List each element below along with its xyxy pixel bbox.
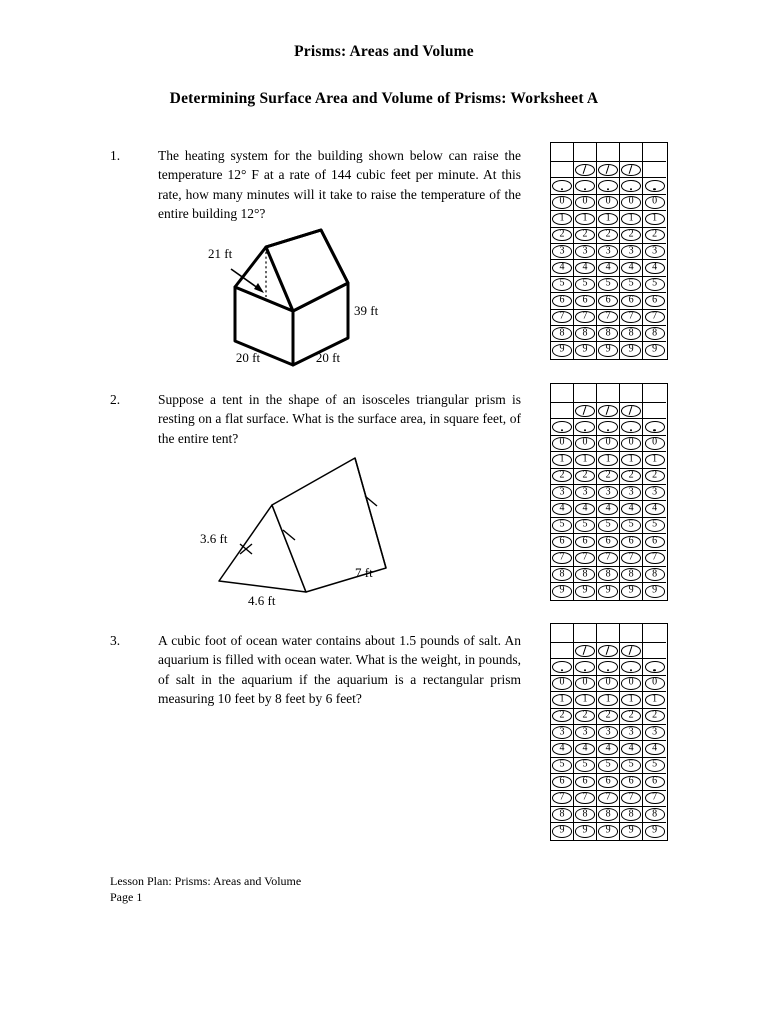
bubble-digit-2-col-2[interactable]: 2 bbox=[574, 469, 597, 485]
grid-row-fraction bbox=[551, 403, 667, 419]
bubble-digit-9-col-1[interactable]: 9 bbox=[551, 823, 574, 839]
bubble-digit-4-col-4[interactable]: 4 bbox=[620, 741, 643, 757]
footer-page-number: Page 1 bbox=[110, 890, 143, 904]
bubble-fraction-col-4[interactable] bbox=[620, 643, 643, 659]
bubble-digit-6-col-2[interactable]: 6 bbox=[574, 534, 597, 550]
bubble-digit-8-col-4[interactable]: 8 bbox=[620, 807, 643, 823]
bubble-digit-9-col-4[interactable]: 9 bbox=[620, 823, 643, 839]
bubble-digit-5-col-1[interactable]: 5 bbox=[551, 518, 574, 534]
bubble-digit-0-col-3[interactable]: 0 bbox=[597, 195, 620, 211]
bubble-decimal-col-3[interactable] bbox=[597, 419, 620, 435]
bubble-digit-6-col-2[interactable]: 6 bbox=[574, 293, 597, 309]
bubble-digit-3-col-1[interactable]: 3 bbox=[551, 485, 574, 501]
write-in-cell-col-5[interactable] bbox=[643, 143, 666, 162]
bubble-digit-9-col-2[interactable]: 9 bbox=[574, 342, 597, 358]
bubble-digit-5-col-4[interactable]: 5 bbox=[620, 277, 643, 293]
grid-row-digit-3 bbox=[551, 485, 667, 501]
bubble-digit-3-col-3[interactable]: 3 bbox=[597, 244, 620, 260]
bubble-digit-9-col-5[interactable]: 9 bbox=[643, 342, 666, 358]
bubble-digit-0-col-2[interactable]: 0 bbox=[574, 676, 597, 692]
house-prism-diagram bbox=[200, 225, 400, 375]
bubble-digit-0-col-4[interactable]: 0 bbox=[620, 195, 643, 211]
bubble-digit-1-col-5[interactable]: 1 bbox=[643, 452, 666, 468]
tent-label-slant-side: 3.6 ft bbox=[200, 531, 228, 546]
write-in-cell-col-1[interactable] bbox=[551, 143, 574, 162]
bubble-blank-col-1 bbox=[551, 403, 574, 419]
bubble-digit-3-col-5[interactable]: 3 bbox=[643, 485, 666, 501]
bubble-digit-7-col-1[interactable]: 7 bbox=[551, 310, 574, 326]
bubble-digit-8-col-2[interactable]: 8 bbox=[574, 326, 597, 342]
bubble-digit-1-col-4[interactable]: 1 bbox=[620, 211, 643, 227]
grid-row-digit-8 bbox=[551, 807, 667, 823]
bubble-digit-8-col-3[interactable]: 8 bbox=[597, 326, 620, 342]
bubble-digit-5-col-5[interactable]: 5 bbox=[643, 518, 666, 534]
write-in-cell-col-1[interactable] bbox=[551, 624, 574, 643]
bubble-digit-4-col-5[interactable]: 4 bbox=[643, 501, 666, 517]
bubble-decimal-col-4[interactable] bbox=[620, 419, 643, 435]
bubble-fraction-col-4[interactable] bbox=[620, 403, 643, 419]
bubble-digit-7-col-5[interactable]: 7 bbox=[643, 791, 666, 807]
bubble-digit-4-col-3[interactable]: 4 bbox=[597, 741, 620, 757]
bubble-digit-7-col-3[interactable]: 7 bbox=[597, 791, 620, 807]
bubble-digit-1-col-1[interactable]: 1 bbox=[551, 211, 574, 227]
footer-lesson-plan: Lesson Plan: Prisms: Areas and Volume bbox=[110, 874, 302, 888]
write-in-cell-col-2[interactable] bbox=[574, 384, 597, 403]
grid-row-digit-4 bbox=[551, 501, 667, 517]
bubble-digit-0-col-4[interactable]: 0 bbox=[620, 676, 643, 692]
grid-row-fraction bbox=[551, 643, 667, 659]
write-in-cell-col-2[interactable] bbox=[574, 624, 597, 643]
bubble-decimal-col-1[interactable] bbox=[551, 659, 574, 675]
bubble-digit-7-col-2[interactable]: 7 bbox=[574, 551, 597, 567]
bubble-fraction-col-2[interactable] bbox=[574, 162, 597, 178]
bubble-fraction-col-4[interactable] bbox=[620, 162, 643, 178]
write-in-cell-col-5[interactable] bbox=[643, 384, 666, 403]
bubble-digit-9-col-1[interactable]: 9 bbox=[551, 342, 574, 358]
bubble-digit-5-col-4[interactable]: 5 bbox=[620, 758, 643, 774]
bubble-digit-1-col-5[interactable]: 1 bbox=[643, 692, 666, 708]
bubble-digit-3-col-2[interactable]: 3 bbox=[574, 244, 597, 260]
bubble-digit-1-col-5[interactable]: 1 bbox=[643, 211, 666, 227]
bubble-digit-6-col-4[interactable]: 6 bbox=[620, 774, 643, 790]
bubble-decimal-col-3[interactable] bbox=[597, 659, 620, 675]
bubble-digit-8-col-1[interactable]: 8 bbox=[551, 807, 574, 823]
write-in-cell-col-2[interactable] bbox=[574, 143, 597, 162]
bubble-digit-9-col-4[interactable]: 9 bbox=[620, 583, 643, 599]
bubble-digit-5-col-1[interactable]: 5 bbox=[551, 277, 574, 293]
bubble-digit-8-col-5[interactable]: 8 bbox=[643, 326, 666, 342]
bubble-digit-9-col-3[interactable]: 9 bbox=[597, 583, 620, 599]
bubble-digit-8-col-4[interactable]: 8 bbox=[620, 326, 643, 342]
bubble-digit-1-col-4[interactable]: 1 bbox=[620, 452, 643, 468]
grid-row-write-in bbox=[551, 624, 667, 643]
bubble-digit-0-col-3[interactable]: 0 bbox=[597, 436, 620, 452]
bubble-digit-0-col-5[interactable]: 0 bbox=[643, 676, 666, 692]
bubble-digit-7-col-3[interactable]: 7 bbox=[597, 310, 620, 326]
bubble-digit-6-col-1[interactable]: 6 bbox=[551, 534, 574, 550]
bubble-digit-7-col-2[interactable]: 7 bbox=[574, 791, 597, 807]
bubble-digit-3-col-1[interactable]: 3 bbox=[551, 244, 574, 260]
grid-row-fraction bbox=[551, 162, 667, 178]
bubble-digit-8-col-3[interactable]: 8 bbox=[597, 567, 620, 583]
bubble-digit-2-col-3[interactable]: 2 bbox=[597, 709, 620, 725]
bubble-fraction-col-3[interactable] bbox=[597, 162, 620, 178]
grid-row-digit-9 bbox=[551, 583, 667, 599]
bubble-digit-3-col-4[interactable]: 3 bbox=[620, 725, 643, 741]
grid-row-digit-5 bbox=[551, 518, 667, 534]
bubble-digit-2-col-4[interactable]: 2 bbox=[620, 709, 643, 725]
bubble-digit-9-col-2[interactable]: 9 bbox=[574, 823, 597, 839]
bubble-digit-3-col-5[interactable]: 3 bbox=[643, 244, 666, 260]
bubble-decimal-col-2[interactable] bbox=[574, 659, 597, 675]
bubble-decimal-col-1[interactable] bbox=[551, 419, 574, 435]
bubble-digit-2-col-5[interactable]: 2 bbox=[643, 709, 666, 725]
tent-label-base: 4.6 ft bbox=[248, 593, 276, 608]
bubble-digit-9-col-5[interactable]: 9 bbox=[643, 823, 666, 839]
bubble-digit-0-col-4[interactable]: 0 bbox=[620, 436, 643, 452]
grid-row-digit-8 bbox=[551, 326, 667, 342]
bubble-digit-5-col-2[interactable]: 5 bbox=[574, 277, 597, 293]
bubble-blank-col-5 bbox=[643, 162, 666, 178]
bubble-digit-6-col-5[interactable]: 6 bbox=[643, 774, 666, 790]
grid-row-digit-9 bbox=[551, 342, 667, 358]
bubble-digit-3-col-5[interactable]: 3 bbox=[643, 725, 666, 741]
bubble-digit-8-col-2[interactable]: 8 bbox=[574, 567, 597, 583]
grid-row-digit-8 bbox=[551, 567, 667, 583]
bubble-decimal-col-5[interactable] bbox=[643, 419, 666, 435]
grid-row-digit-0 bbox=[551, 676, 667, 692]
page-footer bbox=[110, 873, 301, 905]
bubble-digit-7-col-4[interactable]: 7 bbox=[620, 310, 643, 326]
grid-row-write-in bbox=[551, 384, 667, 403]
bubble-digit-8-col-4[interactable]: 8 bbox=[620, 567, 643, 583]
question-1-text: The heating system for the building shown below can raise the temperature 12° F at a rate of 144 cubic feet per minute. At this rate, how many minutes will it take to raise the temperature of the entire building 12°? bbox=[158, 148, 521, 221]
bubble-digit-1-col-4[interactable]: 1 bbox=[620, 692, 643, 708]
grid-row-digit-0 bbox=[551, 195, 667, 211]
page-title: Prisms: Areas and Volume bbox=[294, 43, 474, 60]
grid-row-digit-4 bbox=[551, 260, 667, 276]
bubble-digit-8-col-5[interactable]: 8 bbox=[643, 567, 666, 583]
grid-row-digit-2 bbox=[551, 228, 667, 244]
house-label-base-left: 20 ft bbox=[235, 350, 261, 365]
bubble-digit-1-col-1[interactable]: 1 bbox=[551, 452, 574, 468]
bubble-fraction-col-3[interactable] bbox=[597, 643, 620, 659]
bubble-digit-4-col-5[interactable]: 4 bbox=[643, 260, 666, 276]
write-in-cell-col-4[interactable] bbox=[620, 624, 643, 643]
grid-row-digit-7 bbox=[551, 551, 667, 567]
grid-row-digit-3 bbox=[551, 244, 667, 260]
bubble-digit-1-col-1[interactable]: 1 bbox=[551, 692, 574, 708]
bubble-digit-7-col-3[interactable]: 7 bbox=[597, 551, 620, 567]
write-in-cell-col-1[interactable] bbox=[551, 384, 574, 403]
grid-row-digit-6 bbox=[551, 534, 667, 550]
bubble-digit-8-col-1[interactable]: 8 bbox=[551, 567, 574, 583]
grid-row-digit-3 bbox=[551, 725, 667, 741]
bubble-digit-3-col-4[interactable]: 3 bbox=[620, 244, 643, 260]
bubble-digit-6-col-4[interactable]: 6 bbox=[620, 534, 643, 550]
bubble-decimal-col-5[interactable] bbox=[643, 659, 666, 675]
bubble-digit-0-col-1[interactable]: 0 bbox=[551, 676, 574, 692]
write-in-cell-col-3[interactable] bbox=[597, 624, 620, 643]
bubble-digit-2-col-5[interactable]: 2 bbox=[643, 469, 666, 485]
bubble-fraction-col-2[interactable] bbox=[574, 403, 597, 419]
bubble-digit-5-col-5[interactable]: 5 bbox=[643, 758, 666, 774]
bubble-digit-4-col-1[interactable]: 4 bbox=[551, 741, 574, 757]
bubble-digit-9-col-3[interactable]: 9 bbox=[597, 342, 620, 358]
house-label-base-right: 20 ft bbox=[315, 350, 341, 365]
answer-grid-question-2[interactable] bbox=[550, 383, 668, 601]
write-in-cell-col-5[interactable] bbox=[643, 624, 666, 643]
bubble-digit-1-col-3[interactable]: 1 bbox=[597, 692, 620, 708]
bubble-digit-6-col-5[interactable]: 6 bbox=[643, 293, 666, 309]
bubble-digit-9-col-5[interactable]: 9 bbox=[643, 583, 666, 599]
bubble-digit-5-col-2[interactable]: 5 bbox=[574, 758, 597, 774]
bubble-digit-3-col-2[interactable]: 3 bbox=[574, 485, 597, 501]
bubble-digit-2-col-2[interactable]: 2 bbox=[574, 709, 597, 725]
bubble-decimal-col-5[interactable] bbox=[643, 178, 666, 194]
write-in-cell-col-3[interactable] bbox=[597, 143, 620, 162]
bubble-digit-5-col-5[interactable]: 5 bbox=[643, 277, 666, 293]
bubble-digit-5-col-1[interactable]: 5 bbox=[551, 758, 574, 774]
bubble-digit-9-col-4[interactable]: 9 bbox=[620, 342, 643, 358]
bubble-digit-4-col-3[interactable]: 4 bbox=[597, 501, 620, 517]
bubble-blank-col-1 bbox=[551, 643, 574, 659]
grid-row-digit-1 bbox=[551, 692, 667, 708]
bubble-digit-2-col-5[interactable]: 2 bbox=[643, 228, 666, 244]
bubble-digit-5-col-3[interactable]: 5 bbox=[597, 518, 620, 534]
bubble-digit-4-col-4[interactable]: 4 bbox=[620, 260, 643, 276]
bubble-digit-0-col-5[interactable]: 0 bbox=[643, 195, 666, 211]
bubble-digit-6-col-3[interactable]: 6 bbox=[597, 293, 620, 309]
grid-row-decimal bbox=[551, 659, 667, 675]
bubble-digit-2-col-1[interactable]: 2 bbox=[551, 228, 574, 244]
bubble-digit-4-col-2[interactable]: 4 bbox=[574, 741, 597, 757]
bubble-decimal-col-1[interactable] bbox=[551, 178, 574, 194]
bubble-digit-0-col-1[interactable]: 0 bbox=[551, 195, 574, 211]
bubble-digit-5-col-2[interactable]: 5 bbox=[574, 518, 597, 534]
bubble-digit-1-col-3[interactable]: 1 bbox=[597, 452, 620, 468]
bubble-digit-6-col-5[interactable]: 6 bbox=[643, 534, 666, 550]
bubble-digit-8-col-3[interactable]: 8 bbox=[597, 807, 620, 823]
bubble-digit-7-col-5[interactable]: 7 bbox=[643, 310, 666, 326]
bubble-digit-6-col-2[interactable]: 6 bbox=[574, 774, 597, 790]
grid-row-digit-9 bbox=[551, 823, 667, 839]
bubble-digit-4-col-2[interactable]: 4 bbox=[574, 501, 597, 517]
bubble-digit-3-col-3[interactable]: 3 bbox=[597, 485, 620, 501]
grid-row-digit-5 bbox=[551, 758, 667, 774]
bubble-digit-7-col-1[interactable]: 7 bbox=[551, 791, 574, 807]
bubble-digit-0-col-1[interactable]: 0 bbox=[551, 436, 574, 452]
bubble-digit-7-col-4[interactable]: 7 bbox=[620, 551, 643, 567]
bubble-digit-6-col-1[interactable]: 6 bbox=[551, 774, 574, 790]
bubble-decimal-col-4[interactable] bbox=[620, 659, 643, 675]
question-2-number: 2. bbox=[110, 392, 121, 407]
bubble-digit-1-col-2[interactable]: 1 bbox=[574, 452, 597, 468]
grid-row-digit-2 bbox=[551, 469, 667, 485]
bubble-digit-4-col-1[interactable]: 4 bbox=[551, 501, 574, 517]
answer-grid-question-1[interactable] bbox=[550, 142, 668, 360]
bubble-digit-3-col-3[interactable]: 3 bbox=[597, 725, 620, 741]
bubble-decimal-col-2[interactable] bbox=[574, 419, 597, 435]
bubble-digit-1-col-2[interactable]: 1 bbox=[574, 211, 597, 227]
bubble-digit-4-col-2[interactable]: 4 bbox=[574, 260, 597, 276]
write-in-cell-col-3[interactable] bbox=[597, 384, 620, 403]
bubble-digit-4-col-5[interactable]: 4 bbox=[643, 741, 666, 757]
grid-row-digit-6 bbox=[551, 774, 667, 790]
bubble-digit-5-col-3[interactable]: 5 bbox=[597, 277, 620, 293]
grid-row-digit-5 bbox=[551, 277, 667, 293]
bubble-digit-2-col-4[interactable]: 2 bbox=[620, 469, 643, 485]
bubble-digit-2-col-2[interactable]: 2 bbox=[574, 228, 597, 244]
bubble-digit-3-col-2[interactable]: 3 bbox=[574, 725, 597, 741]
bubble-digit-7-col-5[interactable]: 7 bbox=[643, 551, 666, 567]
grid-row-digit-1 bbox=[551, 452, 667, 468]
bubble-digit-6-col-4[interactable]: 6 bbox=[620, 293, 643, 309]
bubble-digit-8-col-1[interactable]: 8 bbox=[551, 326, 574, 342]
bubble-digit-2-col-3[interactable]: 2 bbox=[597, 469, 620, 485]
bubble-blank-col-1 bbox=[551, 162, 574, 178]
bubble-digit-1-col-2[interactable]: 1 bbox=[574, 692, 597, 708]
answer-grid-question-3[interactable] bbox=[550, 623, 668, 841]
bubble-digit-7-col-2[interactable]: 7 bbox=[574, 310, 597, 326]
bubble-digit-0-col-3[interactable]: 0 bbox=[597, 676, 620, 692]
bubble-digit-9-col-3[interactable]: 9 bbox=[597, 823, 620, 839]
bubble-digit-9-col-1[interactable]: 9 bbox=[551, 583, 574, 599]
bubble-blank-col-5 bbox=[643, 403, 666, 419]
bubble-digit-2-col-3[interactable]: 2 bbox=[597, 228, 620, 244]
bubble-digit-1-col-3[interactable]: 1 bbox=[597, 211, 620, 227]
write-in-cell-col-4[interactable] bbox=[620, 143, 643, 162]
grid-row-digit-7 bbox=[551, 310, 667, 326]
bubble-decimal-col-2[interactable] bbox=[574, 178, 597, 194]
grid-row-digit-6 bbox=[551, 293, 667, 309]
grid-row-digit-0 bbox=[551, 436, 667, 452]
bubble-fraction-col-3[interactable] bbox=[597, 403, 620, 419]
bubble-digit-2-col-1[interactable]: 2 bbox=[551, 709, 574, 725]
bubble-digit-0-col-5[interactable]: 0 bbox=[643, 436, 666, 452]
write-in-cell-col-4[interactable] bbox=[620, 384, 643, 403]
bubble-digit-6-col-3[interactable]: 6 bbox=[597, 774, 620, 790]
bubble-digit-8-col-2[interactable]: 8 bbox=[574, 807, 597, 823]
question-3-number: 3. bbox=[110, 633, 121, 648]
house-label-roof-height: 21 ft bbox=[208, 246, 233, 261]
bubble-blank-col-5 bbox=[643, 643, 666, 659]
house-label-side-height: 39 ft bbox=[354, 303, 379, 318]
grid-row-digit-1 bbox=[551, 211, 667, 227]
bubble-digit-0-col-2[interactable]: 0 bbox=[574, 436, 597, 452]
bubble-digit-2-col-4[interactable]: 2 bbox=[620, 228, 643, 244]
bubble-digit-3-col-1[interactable]: 3 bbox=[551, 725, 574, 741]
bubble-digit-7-col-4[interactable]: 7 bbox=[620, 791, 643, 807]
question-2-text: Suppose a tent in the shape of an isosceles triangular prism is resting on a flat surface. What is the surface area, in square feet, of the entire tent? bbox=[158, 392, 521, 446]
bubble-digit-6-col-1[interactable]: 6 bbox=[551, 293, 574, 309]
grid-row-digit-2 bbox=[551, 709, 667, 725]
grid-row-digit-4 bbox=[551, 741, 667, 757]
grid-row-digit-7 bbox=[551, 791, 667, 807]
bubble-digit-4-col-1[interactable]: 4 bbox=[551, 260, 574, 276]
grid-row-decimal bbox=[551, 178, 667, 194]
bubble-digit-5-col-4[interactable]: 5 bbox=[620, 518, 643, 534]
bubble-digit-4-col-3[interactable]: 4 bbox=[597, 260, 620, 276]
bubble-digit-3-col-4[interactable]: 3 bbox=[620, 485, 643, 501]
bubble-digit-7-col-1[interactable]: 7 bbox=[551, 551, 574, 567]
question-1-number: 1. bbox=[110, 148, 121, 163]
question-3-text: A cubic foot of ocean water contains about 1.5 pounds of salt. An aquarium is filled with ocean water. What is the weight, in pounds, of salt in the aquarium if the aquarium is a rectangular prism measuring 10 feet by 8 feet by 6 feet? bbox=[158, 633, 521, 706]
bubble-digit-5-col-3[interactable]: 5 bbox=[597, 758, 620, 774]
bubble-digit-6-col-3[interactable]: 6 bbox=[597, 534, 620, 550]
bubble-decimal-col-3[interactable] bbox=[597, 178, 620, 194]
bubble-digit-9-col-2[interactable]: 9 bbox=[574, 583, 597, 599]
bubble-digit-0-col-2[interactable]: 0 bbox=[574, 195, 597, 211]
tent-triangular-prism-diagram bbox=[200, 448, 420, 618]
grid-row-decimal bbox=[551, 419, 667, 435]
grid-row-write-in bbox=[551, 143, 667, 162]
tent-label-length: 7 ft bbox=[355, 565, 373, 580]
page-subtitle: Determining Surface Area and Volume of Prisms: Worksheet A bbox=[169, 90, 599, 107]
bubble-digit-2-col-1[interactable]: 2 bbox=[551, 469, 574, 485]
bubble-decimal-col-4[interactable] bbox=[620, 178, 643, 194]
bubble-digit-8-col-5[interactable]: 8 bbox=[643, 807, 666, 823]
bubble-digit-4-col-4[interactable]: 4 bbox=[620, 501, 643, 517]
bubble-fraction-col-2[interactable] bbox=[574, 643, 597, 659]
